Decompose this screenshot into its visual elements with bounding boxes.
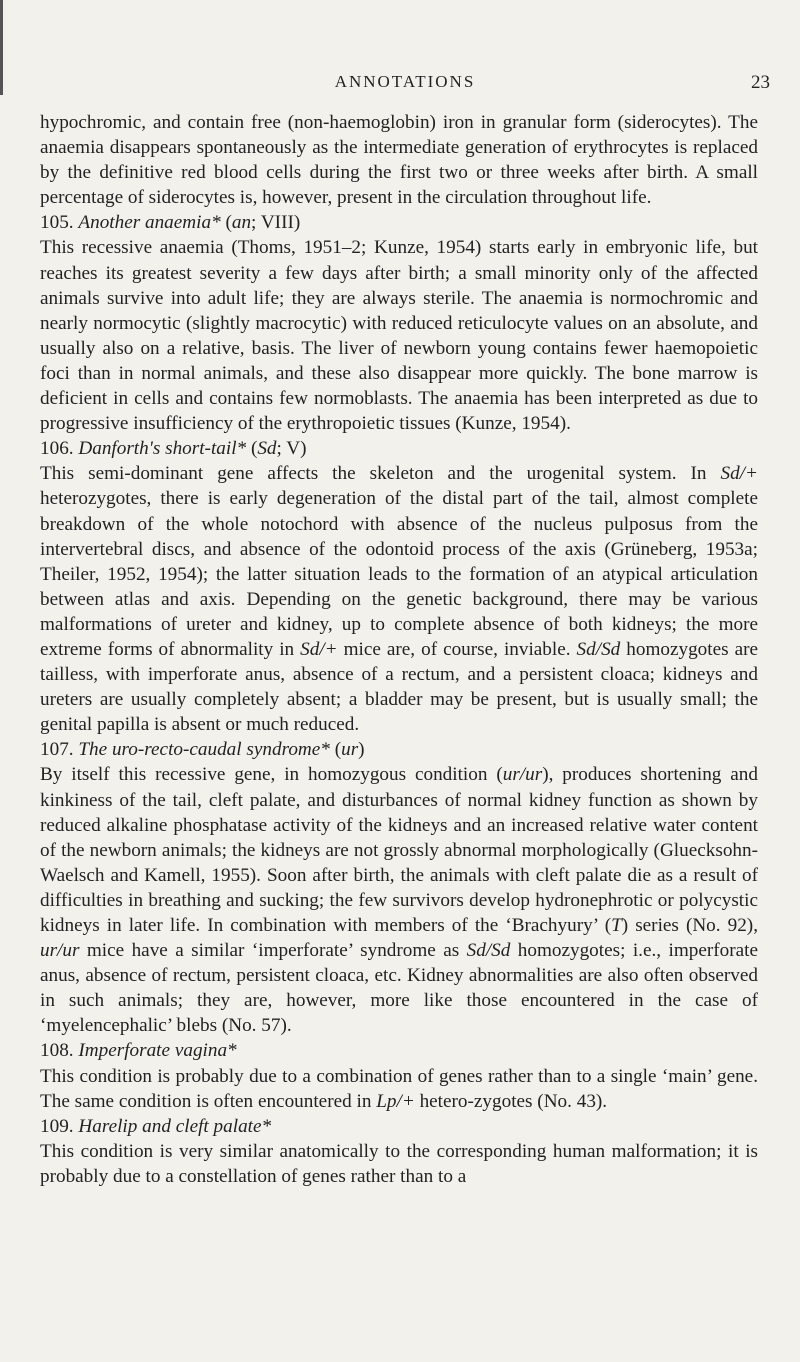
section-105-text: This recessive anaemia (Thoms, 1951–2; Kunze, 1954) starts early in embryonic life, but reaches its greatest severity a few days after birth; a small minority only of the affected animals survive into adult life; they are always sterile. The anaemia is normochromic and nearly normocytic (slightly macrocytic) with reduced reticulocyte values on an absolute, and usually also on a relative, basis. The liver of newborn young contains fewer haemopoietic foci than in normal animals, and these also disappear more quickly. The bone marrow is deficient in cells and contains few normoblasts. The anaemia has been interpreted as due to progressive insufficiency of the erythropoietic tissues (Kunze, 1954).: [40, 237, 758, 435]
genotype: Sd/Sd: [466, 940, 511, 962]
paragraph-intro: hypochromic, and contain free (non-haemoglobin) iron in granular form (siderocytes). The anaemia disappears spontaneously as the intermediate generation of erythrocytes is replaced by the definitive red blood cells during the first two or three weeks after birth. A small percentage of siderocytes is, however, present in the circulation throughout life.: [40, 112, 758, 209]
section-109-heading: [40, 1114, 758, 1139]
running-title: ANNOTATIONS: [334, 72, 476, 91]
page-header: [40, 72, 770, 96]
text-run: This condition is probably due to a combination of genes rather than to a single ‘main’ gene. The same condition is often encountered in: [40, 1065, 758, 1112]
genotype: Sd/Sd: [576, 638, 621, 660]
symbol-paren: (: [250, 438, 258, 460]
section-title: The uro-recto-caudal syndrome*: [78, 739, 330, 761]
section-number: 108.: [40, 1040, 74, 1062]
section-number: 109.: [40, 1115, 74, 1137]
section-title: Harelip and cleft palate*: [78, 1115, 272, 1137]
text-run: This semi-dominant gene affects the skeleton and the urogenital system. In: [40, 463, 721, 485]
section-title: Another anaemia*: [78, 212, 221, 234]
section-105-heading: [40, 210, 758, 235]
text-run: ) series (No. 92),: [621, 915, 758, 936]
genotype: Lp/+: [376, 1090, 415, 1112]
section-106-heading: [40, 436, 758, 461]
section-number: 106.: [40, 438, 74, 460]
symbol-paren: (: [334, 739, 342, 761]
genotype: ur/ur: [40, 940, 80, 962]
text-run: ), produces shortening and kinkiness of the tail, cleft palate, and disturbances of normal kidney function as shown by reduced alkaline phosphatase activity of the kidneys and an increased relative water content of the newborn animals; the kidneys are not grossly abnormal morphologically (Gluecksohn-Waelsch and Kamell, 1955). Soon after birth, the animals with cleft palate die as a result of difficulties in breathing and sucking; the few survivors develop hydronephrotic or polycystic kidneys in later life. In combination with members of the ‘Brachyury’ (: [40, 764, 758, 936]
page-number: 23: [751, 72, 770, 93]
section-109-text: This condition is very similar anatomically to the corresponding human malformation; it is probably due to a constellation of genes rather than to a: [40, 1140, 758, 1187]
gene-symbol: ur: [341, 739, 359, 761]
genotype: Sd/+: [720, 463, 758, 485]
section-107-text: [40, 762, 758, 1038]
section-108-text: [40, 1064, 758, 1114]
section-number: 105.: [40, 212, 74, 234]
chromosome-label: ; V): [276, 438, 307, 460]
symbol-paren: (: [225, 212, 232, 234]
genotype: Sd/+: [300, 638, 338, 660]
section-106-text: [40, 461, 758, 737]
section-title: Danforth's short-tail*: [78, 438, 247, 460]
section-107-heading: [40, 737, 758, 762]
symbol-close: ): [358, 739, 365, 761]
text-run: mice are, of course, inviable.: [337, 638, 577, 660]
text-run: hetero-zygotes (No. 43).: [414, 1090, 608, 1112]
body-text: [40, 110, 758, 1189]
genotype: T: [611, 915, 622, 936]
gene-symbol: an: [231, 212, 252, 234]
text-run: homozygotes are tailless, with imperforate anus, absence of a rectum, and a persistent cloaca; kidneys and ureters are usually completely absent; a bladder may be present, but is usually small; the genital papilla is absent or much reduced.: [40, 638, 758, 736]
section-108-heading: [40, 1038, 758, 1063]
page-edge: [0, 0, 3, 95]
section-number: 107.: [40, 739, 74, 761]
genotype: ur/ur: [502, 764, 543, 786]
section-title: Imperforate vagina*: [78, 1040, 237, 1062]
text-run: mice have a similar ‘imperforate’ syndrome as: [79, 940, 467, 962]
text-run: homozygotes; i.e., imperforate anus, absence of rectum, persistent cloaca, etc. Kidney abnormalities are also often observed in such animals; they are, however, more like those encountered in the case of ‘myelencephalic’ blebs (No. 57).: [40, 940, 758, 1037]
text-run: By itself this recessive gene, in homozygous condition (: [40, 764, 503, 786]
gene-symbol: Sd: [257, 438, 277, 460]
chromosome-label: ; VIII): [251, 212, 301, 234]
text-run: heterozygotes, there is early degeneration of the distal part of the tail, almost complete breakdown of the whole notochord with absence of the nucleus pulposus from the intervertebral discs, and absence of the odontoid process of the axis (Grüneberg, 1953a; Theiler, 1952, 1954); the latter situation leads to the formation of an atypical articulation between atlas and axis. Depending on the genetic background, there may be various malformations of ureter and kidney, up to complete absence of both kidneys; the more extreme forms of abnormality in: [40, 488, 758, 660]
